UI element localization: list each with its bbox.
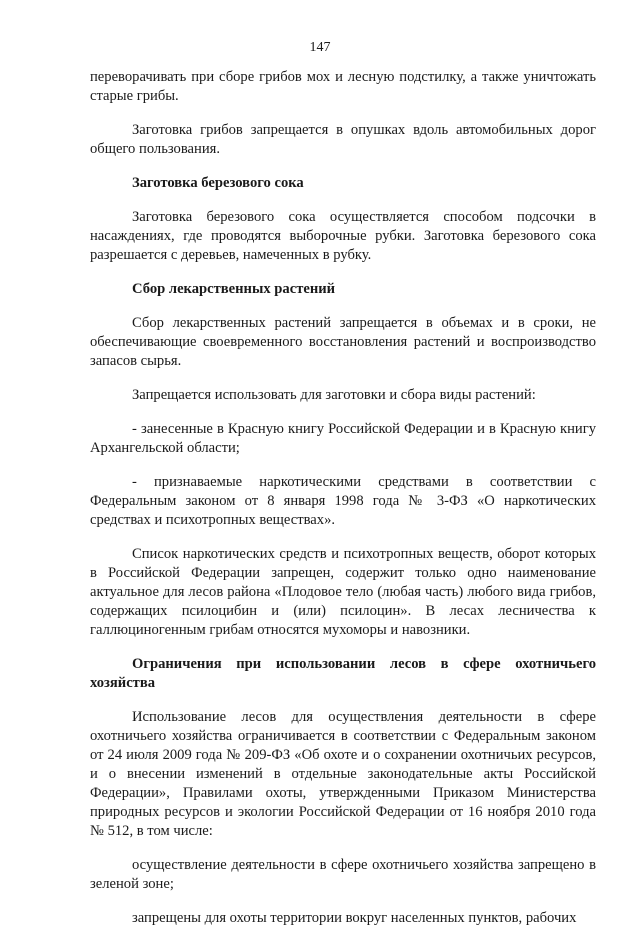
list-item: - признаваемые наркотическими средствами в соответствии с Федеральным законом от 8 января 1998 года № 3-ФЗ «О наркотических средствах и психотропных веществах». [90,474,596,528]
paragraph: Сбор лекарственных растений запрещается в объемах и в сроки, не обеспечивающие своевременного восстановления растений и воспроизводство запасов сырья. [90,315,596,369]
section-heading: Сбор лекарственных растений [132,281,336,297]
paragraph: запрещены для охоты территории вокруг населенных пунктов, рабочих [132,910,577,926]
paragraph: Запрещается использовать для заготовки и сбора виды растений: [132,387,536,403]
paragraph: переворачивать при сборе грибов мох и лесную подстилку, а также уничтожать старые грибы. [90,69,596,104]
paragraph: Заготовка березового сока осуществляется способом подсочки в насаждениях, где проводятся выборочные рубки. Заготовка березового сока разрешается с деревьев, намеченных в рубку. [90,209,596,263]
page-body [90,68,596,943]
paragraph: Заготовка грибов запрещается в опушках вдоль автомобильных дорог общего пользования. [90,122,596,157]
paragraph: Использование лесов для осуществления деятельности в сфере охотничьего хозяйства ограничивается в соответствии с Федеральным законом от 24 июля 2009 года № 209-ФЗ «Об охоте и о сохранении охотничьих ресурсов, и о внесении изменений в отдельные законодательные акты Российской Федерации», Правилами охоты, утвержденными Приказом Министерства природных ресурсов и экологии Российской Федерации от 16 ноября 2010 года № 512, в том числе: [90,709,596,839]
page-number: 147 [309,40,331,55]
section-heading: Ограничения при использовании лесов в сфере охотничьего хозяйства [90,656,596,691]
paragraph: Список наркотических средств и психотропных веществ, оборот которых в Российской Федерации запрещен, содержит только одно наименование актуальное для лесов района «Плодовое тело (любая часть) любого вида грибов, содержащих псилоцибин и (или) псилоцин». В лесах лесничества к галлюциногенным грибам относятся мухоморы и навозники. [90,546,596,638]
paragraph: осуществление деятельности в сфере охотничьего хозяйства запрещено в зеленой зоне; [90,857,596,892]
list-item: - занесенные в Красную книгу Российской Федерации и в Красную книгу Архангельской области; [90,421,596,456]
section-heading: Заготовка березового сока [132,175,304,191]
